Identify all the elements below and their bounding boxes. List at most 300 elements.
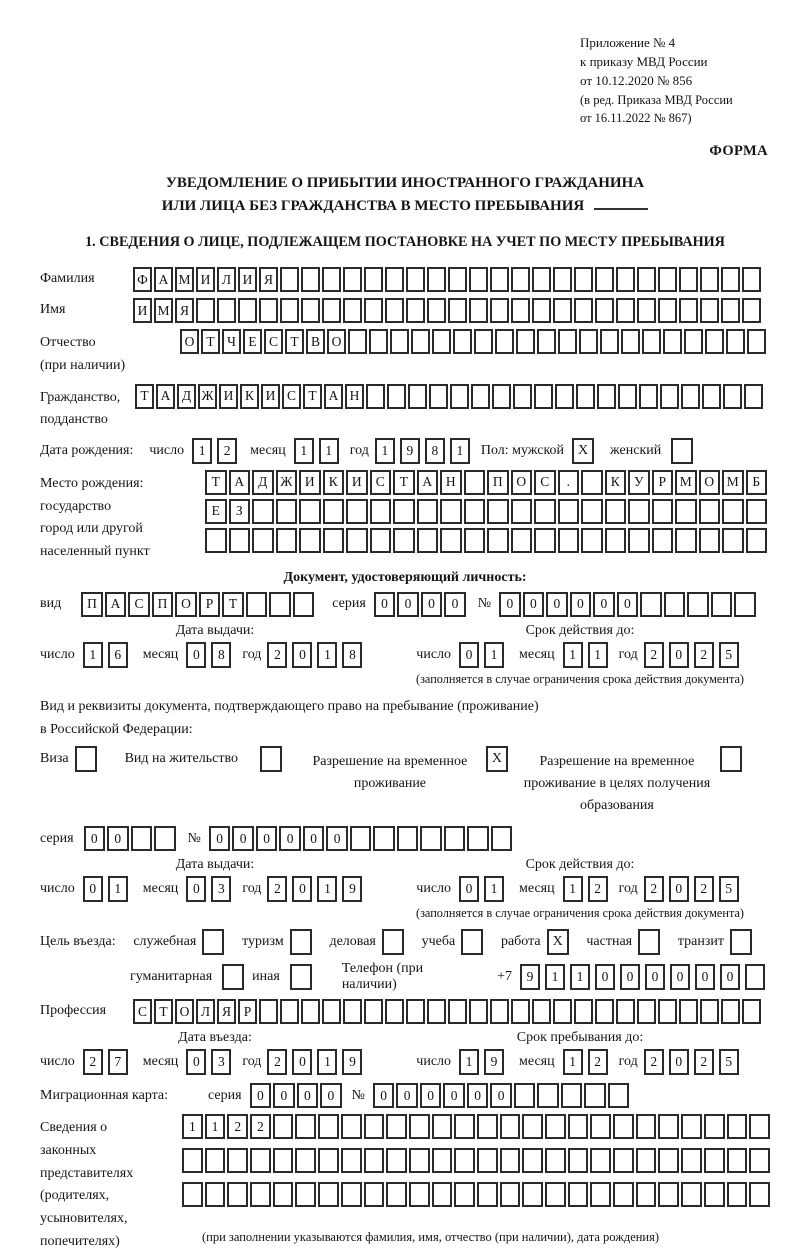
char-cell[interactable] [259,298,278,323]
char-cell[interactable]: Т [154,999,173,1024]
char-cell[interactable] [196,298,215,323]
char-cell[interactable]: 0 [459,876,479,902]
char-cell[interactable]: 0 [421,592,443,617]
char-cell[interactable]: О [175,592,197,617]
char-cell[interactable]: А [105,592,127,617]
char-cell[interactable] [545,1114,566,1139]
char-cell[interactable]: 8 [342,642,362,668]
char-cell[interactable] [574,298,593,323]
char-cell[interactable] [726,329,745,354]
char-cell[interactable] [636,1148,657,1173]
char-cell[interactable] [370,499,392,524]
char-cell[interactable] [749,1114,770,1139]
char-cell[interactable] [616,298,635,323]
char-cell[interactable] [660,384,679,409]
char-cell[interactable]: Т [222,592,244,617]
char-cell[interactable] [346,528,368,553]
char-cell[interactable]: 0 [279,826,301,851]
purpose-other-checkbox[interactable] [290,964,312,990]
char-cell[interactable] [393,528,415,553]
char-cell[interactable] [280,298,299,323]
char-cell[interactable] [511,267,530,292]
char-cell[interactable]: 0 [593,592,615,617]
char-cell[interactable] [444,826,466,851]
char-cell[interactable] [246,592,268,617]
char-cell[interactable] [490,267,509,292]
char-cell[interactable]: 1 [192,438,212,464]
char-cell[interactable] [522,1182,543,1207]
char-cell[interactable] [522,1114,543,1139]
char-cell[interactable]: И [346,470,368,495]
char-cell[interactable]: 1 [484,876,504,902]
char-cell[interactable]: А [154,267,173,292]
char-cell[interactable]: 8 [211,642,231,668]
char-cell[interactable] [727,1182,748,1207]
char-cell[interactable] [722,499,744,524]
char-cell[interactable] [364,298,383,323]
char-cell[interactable] [590,1114,611,1139]
char-cell[interactable] [397,826,419,851]
char-cell[interactable] [469,267,488,292]
char-cell[interactable]: 0 [670,964,690,990]
char-cell[interactable]: 0 [570,592,592,617]
char-cell[interactable] [679,298,698,323]
char-cell[interactable] [295,1182,316,1207]
char-cell[interactable]: 0 [83,876,103,902]
char-cell[interactable]: И [219,384,238,409]
char-cell[interactable]: 1 [319,438,339,464]
char-cell[interactable] [490,298,509,323]
char-cell[interactable] [727,1148,748,1173]
char-cell[interactable] [350,826,372,851]
char-cell[interactable] [513,384,532,409]
char-cell[interactable] [364,1114,385,1139]
char-cell[interactable] [453,329,472,354]
char-cell[interactable] [229,528,251,553]
char-cell[interactable] [477,1182,498,1207]
char-cell[interactable] [474,329,493,354]
char-cell[interactable] [568,1182,589,1207]
char-cell[interactable] [618,384,637,409]
char-cell[interactable]: М [175,267,194,292]
char-cell[interactable]: 1 [317,642,337,668]
char-cell[interactable] [276,499,298,524]
char-cell[interactable]: 1 [588,642,608,668]
char-cell[interactable] [154,826,176,851]
char-cell[interactable] [600,329,619,354]
char-cell[interactable]: 0 [292,876,312,902]
char-cell[interactable] [343,999,362,1024]
char-cell[interactable] [387,384,406,409]
char-cell[interactable] [705,329,724,354]
char-cell[interactable] [742,999,761,1024]
char-cell[interactable] [745,964,765,990]
char-cell[interactable] [628,528,650,553]
char-cell[interactable] [500,1182,521,1207]
char-cell[interactable]: И [196,267,215,292]
char-cell[interactable] [704,1148,725,1173]
char-cell[interactable] [406,298,425,323]
char-cell[interactable] [522,1148,543,1173]
char-cell[interactable] [652,499,674,524]
char-cell[interactable] [259,999,278,1024]
char-cell[interactable]: Л [196,999,215,1024]
char-cell[interactable] [681,1182,702,1207]
char-cell[interactable] [637,267,656,292]
char-cell[interactable] [721,267,740,292]
char-cell[interactable] [369,329,388,354]
char-cell[interactable] [343,298,362,323]
char-cell[interactable] [471,384,490,409]
char-cell[interactable] [637,298,656,323]
char-cell[interactable]: Ч [222,329,241,354]
char-cell[interactable] [385,298,404,323]
char-cell[interactable] [182,1148,203,1173]
char-cell[interactable] [299,528,321,553]
char-cell[interactable] [408,384,427,409]
char-cell[interactable] [574,267,593,292]
char-cell[interactable] [432,1182,453,1207]
char-cell[interactable] [427,298,446,323]
char-cell[interactable]: 0 [374,592,396,617]
char-cell[interactable]: Т [205,470,227,495]
char-cell[interactable] [699,499,721,524]
char-cell[interactable] [295,1148,316,1173]
char-cell[interactable] [681,1114,702,1139]
char-cell[interactable] [511,999,530,1024]
char-cell[interactable] [605,499,627,524]
char-cell[interactable] [664,592,686,617]
char-cell[interactable]: 0 [292,642,312,668]
char-cell[interactable]: К [605,470,627,495]
char-cell[interactable]: . [558,470,580,495]
char-cell[interactable]: С [534,470,556,495]
char-cell[interactable] [581,528,603,553]
char-cell[interactable] [723,384,742,409]
char-cell[interactable] [205,528,227,553]
char-cell[interactable] [393,499,415,524]
char-cell[interactable] [584,1083,606,1108]
char-cell[interactable]: Д [252,470,274,495]
char-cell[interactable] [491,826,513,851]
char-cell[interactable] [205,1182,226,1207]
char-cell[interactable] [280,267,299,292]
char-cell[interactable] [469,298,488,323]
char-cell[interactable] [636,1182,657,1207]
char-cell[interactable] [348,329,367,354]
char-cell[interactable]: 0 [186,876,206,902]
char-cell[interactable] [545,1182,566,1207]
char-cell[interactable] [385,999,404,1024]
char-cell[interactable]: 0 [303,826,325,851]
char-cell[interactable]: 0 [499,592,521,617]
char-cell[interactable]: 7 [108,1049,128,1075]
purpose-transit-checkbox[interactable] [730,929,752,955]
char-cell[interactable]: 2 [227,1114,248,1139]
char-cell[interactable]: 1 [563,1049,583,1075]
char-cell[interactable]: 0 [595,964,615,990]
temp-residence-education-checkbox[interactable] [720,746,742,772]
char-cell[interactable] [366,384,385,409]
char-cell[interactable]: 0 [320,1083,342,1108]
char-cell[interactable]: 2 [694,642,714,668]
char-cell[interactable]: 9 [400,438,420,464]
char-cell[interactable]: Е [243,329,262,354]
char-cell[interactable]: 9 [342,1049,362,1075]
char-cell[interactable] [464,470,486,495]
char-cell[interactable] [252,528,274,553]
char-cell[interactable]: 0 [459,642,479,668]
char-cell[interactable] [704,1182,725,1207]
char-cell[interactable]: 6 [108,642,128,668]
char-cell[interactable] [595,298,614,323]
char-cell[interactable] [487,528,509,553]
char-cell[interactable] [406,999,425,1024]
char-cell[interactable] [227,1148,248,1173]
char-cell[interactable] [318,1148,339,1173]
char-cell[interactable] [555,384,574,409]
char-cell[interactable]: А [324,384,343,409]
char-cell[interactable] [477,1114,498,1139]
char-cell[interactable] [722,528,744,553]
char-cell[interactable] [628,499,650,524]
char-cell[interactable]: 2 [644,1049,664,1075]
char-cell[interactable] [487,499,509,524]
char-cell[interactable]: О [699,470,721,495]
char-cell[interactable] [679,999,698,1024]
char-cell[interactable] [269,592,291,617]
char-cell[interactable] [301,267,320,292]
char-cell[interactable]: 8 [425,438,445,464]
char-cell[interactable] [420,826,442,851]
char-cell[interactable]: Е [205,499,227,524]
char-cell[interactable] [581,499,603,524]
char-cell[interactable]: 2 [217,438,237,464]
char-cell[interactable]: 0 [186,642,206,668]
char-cell[interactable] [681,384,700,409]
char-cell[interactable] [386,1182,407,1207]
char-cell[interactable]: 5 [719,876,739,902]
char-cell[interactable]: З [229,499,251,524]
char-cell[interactable] [553,298,572,323]
char-cell[interactable]: 1 [563,642,583,668]
char-cell[interactable] [440,499,462,524]
char-cell[interactable] [511,528,533,553]
char-cell[interactable]: 3 [211,1049,231,1075]
char-cell[interactable] [322,267,341,292]
char-cell[interactable]: 0 [292,1049,312,1075]
char-cell[interactable] [432,1114,453,1139]
char-cell[interactable] [467,826,489,851]
char-cell[interactable]: 2 [694,876,714,902]
char-cell[interactable] [318,1182,339,1207]
char-cell[interactable]: 2 [250,1114,271,1139]
char-cell[interactable] [590,1148,611,1173]
char-cell[interactable] [273,1148,294,1173]
char-cell[interactable] [417,499,439,524]
char-cell[interactable] [700,298,719,323]
char-cell[interactable]: Р [652,470,674,495]
char-cell[interactable]: 9 [342,876,362,902]
char-cell[interactable]: 0 [326,826,348,851]
char-cell[interactable] [721,999,740,1024]
char-cell[interactable]: Б [746,470,768,495]
char-cell[interactable] [364,999,383,1024]
char-cell[interactable] [579,329,598,354]
char-cell[interactable] [749,1148,770,1173]
char-cell[interactable] [681,1148,702,1173]
char-cell[interactable] [450,384,469,409]
char-cell[interactable]: Р [238,999,257,1024]
char-cell[interactable] [534,499,556,524]
char-cell[interactable]: 1 [545,964,565,990]
purpose-official-checkbox[interactable] [202,929,224,955]
char-cell[interactable] [276,528,298,553]
char-cell[interactable]: Я [217,999,236,1024]
char-cell[interactable]: 1 [375,438,395,464]
purpose-study-checkbox[interactable] [461,929,483,955]
char-cell[interactable]: Т [285,329,304,354]
char-cell[interactable] [553,267,572,292]
char-cell[interactable]: М [154,298,173,323]
char-cell[interactable]: Н [345,384,364,409]
char-cell[interactable] [711,592,733,617]
char-cell[interactable]: 1 [317,876,337,902]
char-cell[interactable]: 9 [520,964,540,990]
char-cell[interactable] [621,329,640,354]
char-cell[interactable] [727,1114,748,1139]
char-cell[interactable] [742,267,761,292]
char-cell[interactable] [386,1114,407,1139]
char-cell[interactable]: С [264,329,283,354]
char-cell[interactable]: 2 [267,642,287,668]
char-cell[interactable] [568,1148,589,1173]
char-cell[interactable] [448,298,467,323]
char-cell[interactable] [409,1114,430,1139]
char-cell[interactable] [637,999,656,1024]
char-cell[interactable] [553,999,572,1024]
char-cell[interactable] [684,329,703,354]
char-cell[interactable] [747,329,766,354]
char-cell[interactable] [322,298,341,323]
char-cell[interactable]: Д [177,384,196,409]
char-cell[interactable]: 0 [695,964,715,990]
char-cell[interactable]: 2 [267,876,287,902]
char-cell[interactable]: О [511,470,533,495]
char-cell[interactable]: 0 [720,964,740,990]
char-cell[interactable]: О [180,329,199,354]
char-cell[interactable]: 1 [294,438,314,464]
char-cell[interactable]: П [81,592,103,617]
char-cell[interactable] [702,384,721,409]
char-cell[interactable] [341,1182,362,1207]
char-cell[interactable]: 2 [644,642,664,668]
char-cell[interactable]: 0 [373,1083,395,1108]
char-cell[interactable] [346,499,368,524]
char-cell[interactable]: 0 [273,1083,295,1108]
char-cell[interactable] [131,826,153,851]
char-cell[interactable] [516,329,535,354]
char-cell[interactable] [427,267,446,292]
char-cell[interactable]: 0 [256,826,278,851]
char-cell[interactable]: 9 [484,1049,504,1075]
char-cell[interactable]: Я [175,298,194,323]
char-cell[interactable]: 3 [211,876,231,902]
char-cell[interactable] [658,1148,679,1173]
char-cell[interactable]: 1 [205,1114,226,1139]
char-cell[interactable]: 5 [719,642,739,668]
char-cell[interactable] [432,1148,453,1173]
char-cell[interactable] [658,1114,679,1139]
char-cell[interactable] [658,1182,679,1207]
char-cell[interactable] [301,298,320,323]
char-cell[interactable] [608,1083,630,1108]
char-cell[interactable] [687,592,709,617]
char-cell[interactable] [597,384,616,409]
char-cell[interactable] [663,329,682,354]
char-cell[interactable]: Т [393,470,415,495]
char-cell[interactable]: Ф [133,267,152,292]
sex-female-checkbox[interactable] [671,438,693,464]
char-cell[interactable]: 0 [250,1083,272,1108]
char-cell[interactable] [574,999,593,1024]
char-cell[interactable]: И [261,384,280,409]
char-cell[interactable] [613,1148,634,1173]
purpose-tourism-checkbox[interactable] [290,929,312,955]
char-cell[interactable]: 0 [443,1083,465,1108]
char-cell[interactable] [205,1148,226,1173]
purpose-business-checkbox[interactable] [382,929,404,955]
temp-residence-checkbox[interactable]: X [486,746,508,772]
char-cell[interactable] [605,528,627,553]
char-cell[interactable] [534,528,556,553]
char-cell[interactable] [639,384,658,409]
char-cell[interactable]: Т [303,384,322,409]
char-cell[interactable]: С [370,470,392,495]
char-cell[interactable] [343,267,362,292]
char-cell[interactable] [658,999,677,1024]
char-cell[interactable]: О [175,999,194,1024]
char-cell[interactable]: Т [135,384,154,409]
char-cell[interactable]: 0 [546,592,568,617]
char-cell[interactable]: 2 [588,1049,608,1075]
char-cell[interactable] [318,1114,339,1139]
char-cell[interactable] [537,1083,559,1108]
char-cell[interactable] [250,1182,271,1207]
char-cell[interactable]: А [156,384,175,409]
purpose-work-checkbox[interactable]: X [547,929,569,955]
char-cell[interactable] [322,999,341,1024]
char-cell[interactable] [217,298,236,323]
char-cell[interactable] [273,1114,294,1139]
char-cell[interactable] [341,1114,362,1139]
char-cell[interactable] [561,1083,583,1108]
char-cell[interactable] [454,1182,475,1207]
char-cell[interactable]: К [240,384,259,409]
char-cell[interactable] [545,1148,566,1173]
char-cell[interactable] [500,1148,521,1173]
char-cell[interactable]: И [133,298,152,323]
char-cell[interactable]: П [487,470,509,495]
char-cell[interactable] [273,1182,294,1207]
char-cell[interactable]: 0 [444,592,466,617]
char-cell[interactable] [534,384,553,409]
char-cell[interactable] [532,999,551,1024]
char-cell[interactable] [514,1083,536,1108]
residence-permit-checkbox[interactable] [260,746,282,772]
char-cell[interactable] [301,999,320,1024]
char-cell[interactable]: А [229,470,251,495]
